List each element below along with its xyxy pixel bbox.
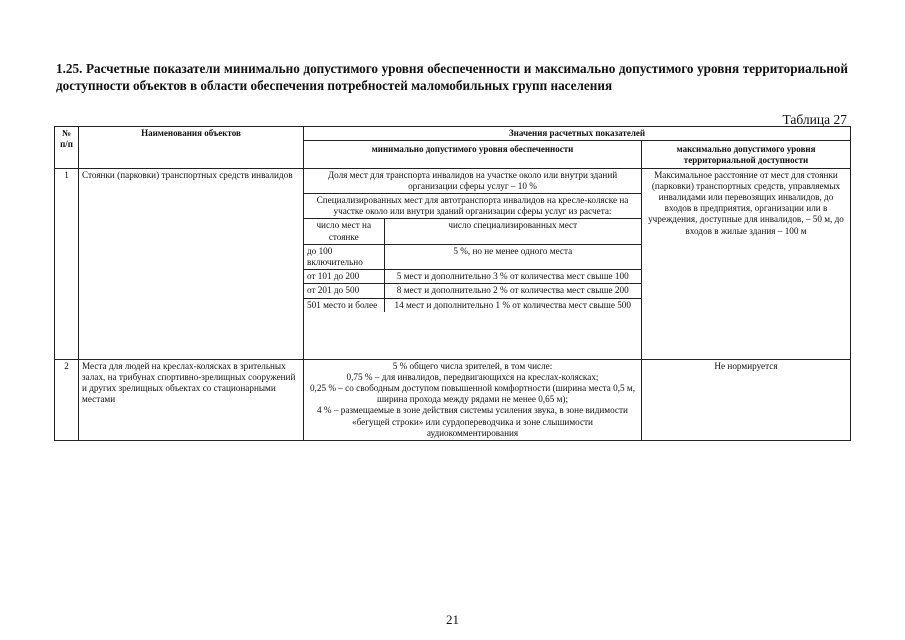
row1-name: Стоянки (парковки) транспортных средств инвалидов [79, 168, 304, 359]
row1-num: 1 [55, 168, 79, 359]
subtable-value: 8 мест и дополнительно 2 % от количества мест свыше 200 [384, 284, 641, 298]
row1-min-special: Специализированных мест для автотранспорта инвалидов на кресле-коляске на участке около или внутри зданий организации сферы услуг из расчета: [304, 194, 641, 219]
row2-max: Не нормируется [642, 359, 851, 440]
subtable-header-special: число специализированных мест [384, 219, 641, 244]
subtable-row [304, 284, 641, 298]
section-heading: 1.25. Расчетные показатели минимально допустимого уровня обеспеченности и максимально допустимого уровня территориальной доступности объектов в области обеспечения потребностей маломобильных групп населения [56, 61, 848, 93]
subtable-range: 501 место и более [304, 298, 384, 312]
row2-min [304, 359, 642, 440]
table-row [55, 168, 851, 359]
page-number: 21 [446, 612, 459, 627]
header-max: максимально допустимого уровня территориальной доступности [642, 141, 851, 168]
row1-min-cell [304, 168, 642, 359]
header-num: № п/п [55, 127, 79, 169]
row2-min-line: 0,75 % – для инвалидов, передвигающихся на креслах-колясках; [346, 371, 599, 382]
subtable-header-places: число мест на стоянке [304, 219, 384, 244]
row1-min-share: Доля мест для транспорта инвалидов на участке около или внутри зданий организации сферы услуг – 10 % [304, 169, 641, 194]
table-header-row [55, 127, 851, 141]
row2-min-line: 0,25 % – со свободным доступом повышенной комфортности (ширина места 0,5 м, ширина прохода между рядами не менее 0,65 м); [309, 383, 636, 405]
table-caption: Таблица 27 [782, 112, 847, 127]
subtable-row [304, 298, 641, 312]
row2-min-line: 5 % общего числа зрителей, в том числе: [392, 360, 553, 371]
row1-max: Максимальное расстояние от мест для стоянки (парковки) транспортных средств, управляемых инвалидами или перевозящих инвалидов, до входов в предприятия, организации или в учреждения, доступные для инвалидов, – 50 м, до входов в жилые здания – 100 м [642, 168, 851, 359]
subtable-range: от 101 до 200 [304, 270, 384, 284]
parking-subtable [304, 169, 641, 312]
indicators-table [54, 126, 851, 441]
subtable-range: до 100 включительно [304, 244, 384, 269]
row2-num: 2 [55, 359, 79, 440]
subtable-range: от 201 до 500 [304, 284, 384, 298]
header-values: Значения расчетных показателей [304, 127, 851, 141]
subtable-row [304, 270, 641, 284]
subtable-value: 14 мест и дополнительно 1 % от количества мест свыше 500 [384, 298, 641, 312]
subtable-value: 5 мест и дополнительно 3 % от количества мест свыше 100 [384, 270, 641, 284]
table-row [55, 359, 851, 440]
row2-min-line: 4 % – размещаемые в зоне действия системы усиления звука, в зоне видимости «бегущей строки» или сурдопереводчика и зоне слышимости аудиокомментирования [317, 405, 628, 438]
header-name: Наименования объектов [79, 127, 304, 169]
subtable-value: 5 %, но не менее одного места [384, 244, 641, 269]
subtable-row [304, 244, 641, 269]
row2-name: Места для людей на креслах-колясках в зрительных залах, на трибунах спортивно-зрелищных сооружений и других зрелищных объектах со стационарными местами [79, 359, 304, 440]
header-min: минимально допустимого уровня обеспеченности [304, 141, 642, 168]
